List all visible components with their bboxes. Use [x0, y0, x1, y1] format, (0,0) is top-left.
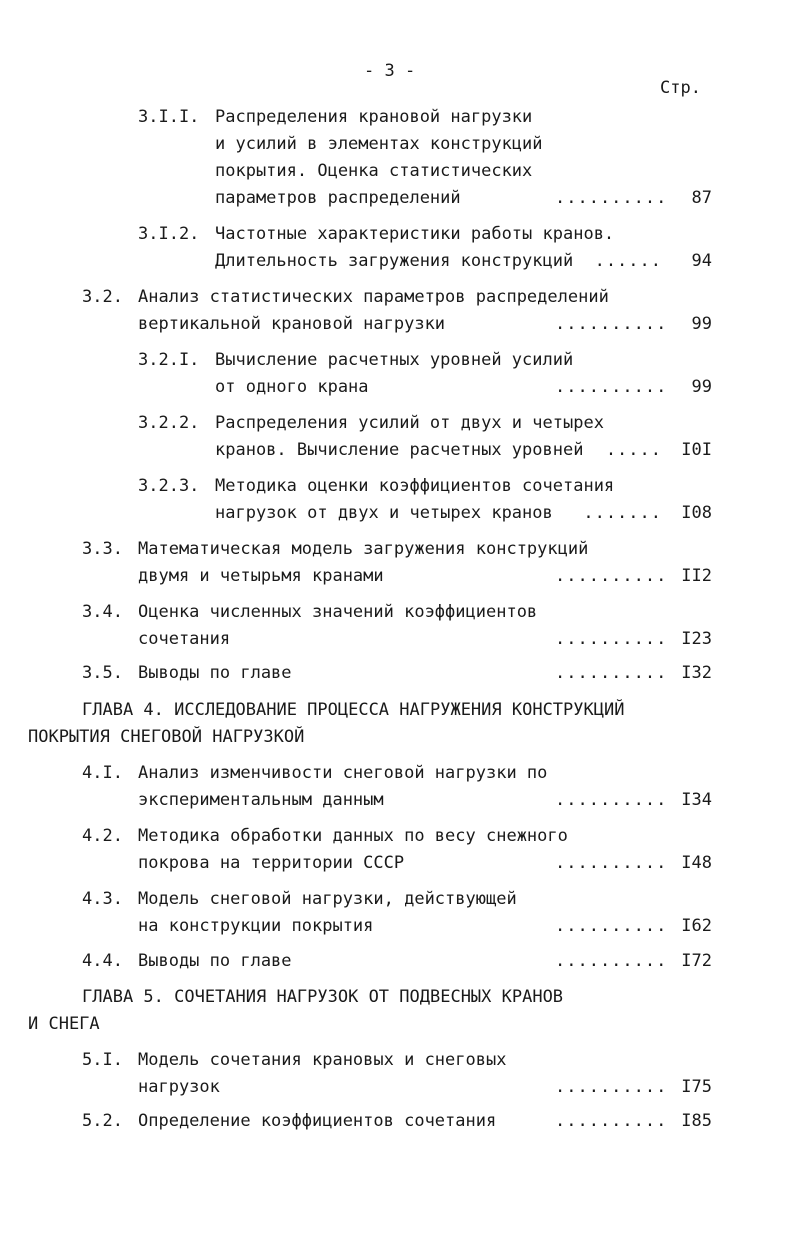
toc-entry-leader-dots: .......... — [555, 377, 668, 397]
toc-entry-number: 5.2. — [82, 1111, 123, 1131]
page-column-header: Стр. — [660, 78, 701, 98]
toc-entry-page: I62 — [681, 916, 712, 936]
chapter-heading-line: И СНЕГА — [28, 1014, 100, 1034]
toc-entry-number: 3.2. — [82, 287, 123, 307]
toc-entry-leader-dots: ...... — [594, 251, 662, 271]
toc-entry-title-line: экспериментальным данным — [138, 790, 384, 810]
toc-entry-title-line: на конструкции покрытия — [138, 916, 374, 936]
toc-entry-title-line: Выводы по главе — [138, 951, 292, 971]
toc-entry-number: 3.2.I. — [138, 350, 200, 370]
toc-entry-page: I48 — [681, 853, 712, 873]
toc-entry-leader-dots: .......... — [555, 916, 668, 936]
toc-entry-title-line: нагрузок от двух и четырех кранов — [215, 503, 553, 523]
toc-entry-page: 87 — [691, 188, 712, 208]
toc-entry-number: 3.I.I. — [138, 107, 200, 127]
toc-entry-title-line: Оценка численных значений коэффициентов — [138, 602, 538, 622]
toc-entry-number: 4.3. — [82, 889, 123, 909]
chapter-heading-line: ПОКРЫТИЯ СНЕГОВОЙ НАГРУЗКОЙ — [28, 727, 305, 747]
toc-entry-number: 3.5. — [82, 663, 123, 683]
toc-entry-title-line: Определение коэффициентов сочетания — [138, 1111, 497, 1131]
toc-entry-title-line: Методика оценки коэффициентов сочетания — [215, 476, 615, 496]
toc-entry-leader-dots: .......... — [555, 566, 668, 586]
toc-entry-leader-dots: .......... — [555, 188, 668, 208]
toc-entry-page: I34 — [681, 790, 712, 810]
toc-entry-number: 4.4. — [82, 951, 123, 971]
toc-entry-page: II2 — [681, 566, 712, 586]
toc-entry-title-line: кранов. Вычисление расчетных уровней — [215, 440, 584, 460]
toc-entry-leader-dots: ....... — [583, 503, 662, 523]
toc-entry-number: 5.I. — [82, 1050, 123, 1070]
toc-entry-title-line: Анализ статистических параметров распределений — [138, 287, 609, 307]
toc-entry-title-line: и усилий в элементах конструкций — [215, 134, 543, 154]
toc-entry-title-line: от одного крана — [215, 377, 369, 397]
toc-entry-leader-dots: .......... — [555, 663, 668, 683]
toc-entry-leader-dots: .......... — [555, 629, 668, 649]
toc-entry-page: I72 — [681, 951, 712, 971]
toc-entry-title-line: Выводы по главе — [138, 663, 292, 683]
toc-entry-page: I23 — [681, 629, 712, 649]
toc-entry-title-line: Методика обработки данных по весу снежного — [138, 826, 568, 846]
toc-entry-page: I32 — [681, 663, 712, 683]
toc-entry-page: 94 — [691, 251, 712, 271]
toc-entry-title-line: двумя и четырьмя кранами — [138, 566, 384, 586]
page-number: - 3 - — [364, 61, 416, 81]
toc-entry-title-line: вертикальной крановой нагрузки — [138, 314, 446, 334]
chapter-heading-line: ГЛАВА 4. ИССЛЕДОВАНИЕ ПРОЦЕССА НАГРУЖЕНИЯ КОНСТРУКЦИЙ — [82, 700, 625, 720]
toc-entry-title-line: покрова на территории СССР — [138, 853, 405, 873]
toc-entry-title-line: покрытия. Оценка статистических — [215, 161, 533, 181]
toc-entry-number: 3.I.2. — [138, 224, 200, 244]
toc-entry-title-line: Распределения крановой нагрузки — [215, 107, 533, 127]
toc-entry-title-line: Модель сочетания крановых и снеговых — [138, 1050, 507, 1070]
toc-entry-page: I75 — [681, 1077, 712, 1097]
toc-entry-title-line: Анализ изменчивости снеговой нагрузки по — [138, 763, 548, 783]
toc-entry-number: 3.3. — [82, 539, 123, 559]
toc-entry-leader-dots: .......... — [555, 853, 668, 873]
toc-entry-leader-dots: .......... — [555, 314, 668, 334]
toc-entry-title-line: сочетания — [138, 629, 231, 649]
toc-entry-page: I08 — [681, 503, 712, 523]
toc-entry-number: 3.2.3. — [138, 476, 200, 496]
toc-entry-title-line: нагрузок — [138, 1077, 220, 1097]
toc-entry-number: 3.2.2. — [138, 413, 200, 433]
toc-entry-leader-dots: .......... — [555, 1077, 668, 1097]
chapter-heading-line: ГЛАВА 5. СОЧЕТАНИЯ НАГРУЗОК ОТ ПОДВЕСНЫХ КРАНОВ — [82, 987, 564, 1007]
toc-entry-title-line: Математическая модель загружения конструкций — [138, 539, 589, 559]
toc-entry-title-line: Частотные характеристики работы кранов. — [215, 224, 615, 244]
toc-entry-leader-dots: .......... — [555, 951, 668, 971]
toc-entry-number: 3.4. — [82, 602, 123, 622]
toc-entry-title-line: Вычисление расчетных уровней усилий — [215, 350, 574, 370]
toc-entry-title-line: Распределения усилий от двух и четырех — [215, 413, 604, 433]
toc-entry-leader-dots: .......... — [555, 790, 668, 810]
toc-entry-title-line: Модель снеговой нагрузки, действующей — [138, 889, 517, 909]
toc-entry-page: 99 — [691, 377, 712, 397]
toc-entry-number: 4.I. — [82, 763, 123, 783]
toc-entry-leader-dots: ..... — [605, 440, 662, 460]
toc-entry-number: 4.2. — [82, 826, 123, 846]
toc-entry-leader-dots: .......... — [555, 1111, 668, 1131]
toc-entry-page: I0I — [681, 440, 712, 460]
toc-entry-title-line: Длительность загружения конструкций — [215, 251, 574, 271]
toc-entry-title-line: параметров распределений — [215, 188, 461, 208]
toc-entry-page: 99 — [691, 314, 712, 334]
toc-entry-page: I85 — [681, 1111, 712, 1131]
